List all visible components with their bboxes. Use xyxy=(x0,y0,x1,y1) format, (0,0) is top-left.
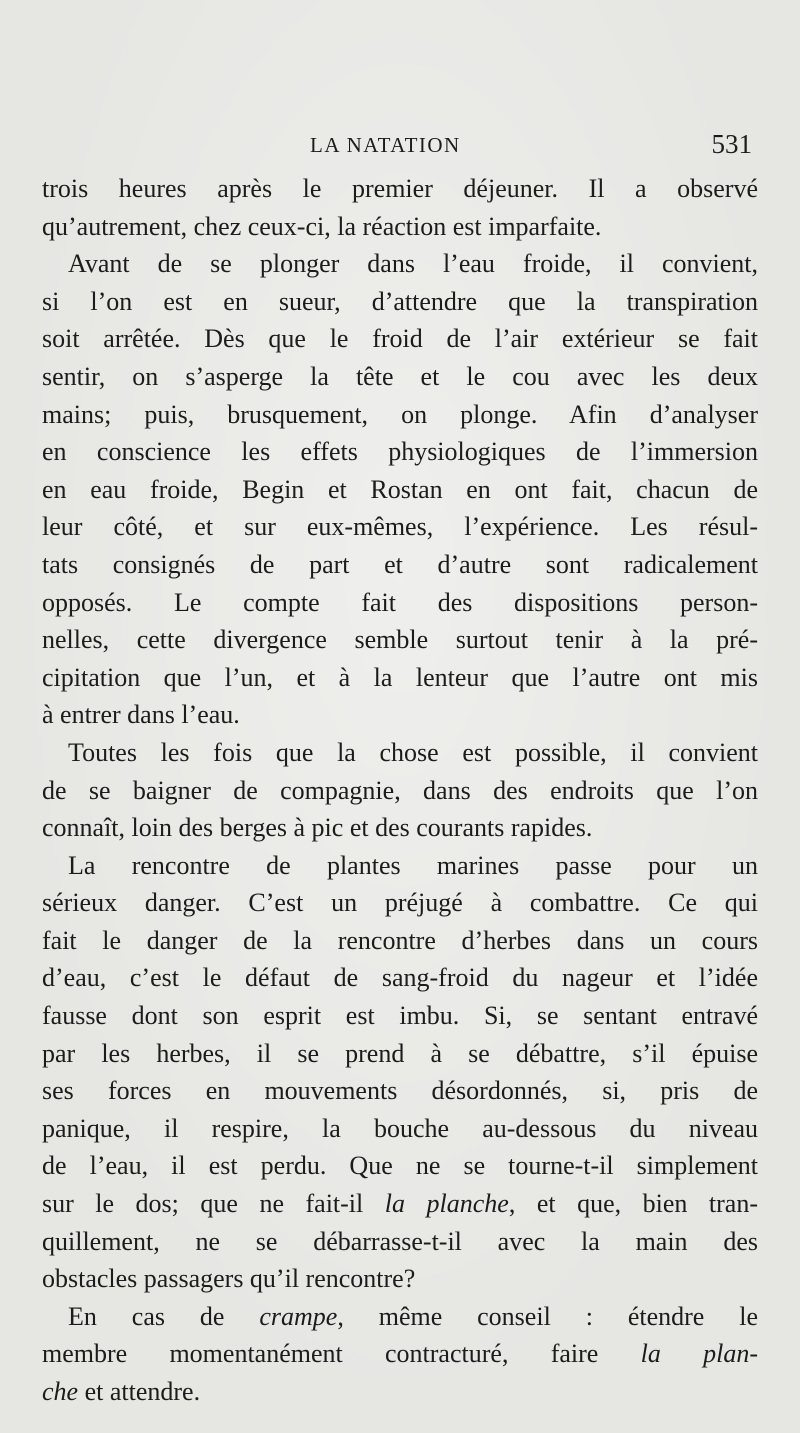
text-line: sentir, on s’asperge la tête et le cou avec les deux xyxy=(42,361,758,391)
text-line: sérieux danger. C’est un préjugé à combattre. Ce qui xyxy=(42,888,758,918)
text-line: obstacles passagers qu’il rencontre? xyxy=(42,1264,416,1294)
text-line: connaît, loin des berges à pic et des courants rapides. xyxy=(42,813,593,843)
text-segment: En cas de xyxy=(68,1301,260,1331)
body-text xyxy=(42,170,758,1411)
text-line: en eau froide, Begin et Rostan en ont fait, chacun de xyxy=(42,474,758,504)
italic-term: la planche xyxy=(384,1189,509,1219)
text-line: trois heures après le premier déjeuner. Il a observé xyxy=(42,174,758,203)
italic-term: che xyxy=(42,1377,79,1406)
page-header xyxy=(0,129,800,163)
text-line: en conscience les effets physiologiques de l’immersion xyxy=(42,437,758,467)
text-line: qu’autrement, chez ceux-ci, la réaction est imparfaite. xyxy=(42,211,602,241)
text-line: opposés. Le compte fait des dispositions person- xyxy=(42,587,758,617)
text-line: cipitation que l’un, et à la lenteur que l’autre ont mis xyxy=(42,662,758,692)
text-line: mains; puis, brusquement, on plonge. Afin d’analyser xyxy=(42,399,758,429)
text-line: soit arrêtée. Dès que le froid de l’air extérieur se fait xyxy=(42,324,758,354)
text-line: leur côté, et sur eux-mêmes, l’expérience. Les résul- xyxy=(42,512,758,542)
text-line: La rencontre de plantes marines passe pour un xyxy=(68,850,758,880)
text-line: de l’eau, il est perdu. Que ne se tourne-t-il simplement xyxy=(42,1151,758,1181)
text-segment: membre momentanément contracturé, faire xyxy=(42,1339,641,1369)
text-line-mixed xyxy=(42,1298,758,1336)
text-line: si l’on est en sueur, d’attendre que la transpiration xyxy=(42,286,758,316)
italic-term: crampe xyxy=(259,1301,338,1331)
text-line: Avant de se plonger dans l’eau froide, il convient, xyxy=(68,249,758,279)
text-line-mixed xyxy=(42,1335,758,1373)
text-segment: , même conseil : étendre le xyxy=(337,1301,758,1331)
text-line: à entrer dans l’eau. xyxy=(42,700,240,730)
text-line: par les herbes, il se prend à se débattre, s’il épuise xyxy=(42,1038,758,1068)
text-line: quillement, ne se débarrasse-t-il avec la main des xyxy=(42,1226,758,1256)
text-line: Toutes les fois que la chose est possible, il convient xyxy=(68,737,758,767)
text-segment: et attendre. xyxy=(78,1377,201,1406)
text-segment: sur le dos; que ne fait-il xyxy=(42,1189,385,1219)
text-segment: , et que, bien tran- xyxy=(508,1189,758,1219)
text-line: panique, il respire, la bouche au-dessous du niveau xyxy=(42,1113,758,1143)
text-line: ses forces en mouvements désordonnés, si, pris de xyxy=(42,1076,758,1106)
text-line: d’eau, c’est le défaut de sang-froid du nageur et l’idée xyxy=(42,963,758,993)
text-line-mixed xyxy=(42,1185,758,1223)
text-line: nelles, cette divergence semble surtout tenir à la pré- xyxy=(42,625,758,655)
text-line: fait le danger de la rencontre d’herbes dans un cours xyxy=(42,925,758,955)
page-number: 531 xyxy=(711,129,752,159)
running-head: LA NATATION xyxy=(310,133,461,157)
text-line: fausse dont son esprit est imbu. Si, se sentant entravé xyxy=(42,1001,758,1031)
text-line: tats consignés de part et d’autre sont radicalement xyxy=(42,549,758,579)
italic-term: la plan- xyxy=(640,1339,758,1369)
text-line-mixed xyxy=(42,1373,758,1411)
text-line: de se baigner de compagnie, dans des endroits que l’on xyxy=(42,775,758,805)
